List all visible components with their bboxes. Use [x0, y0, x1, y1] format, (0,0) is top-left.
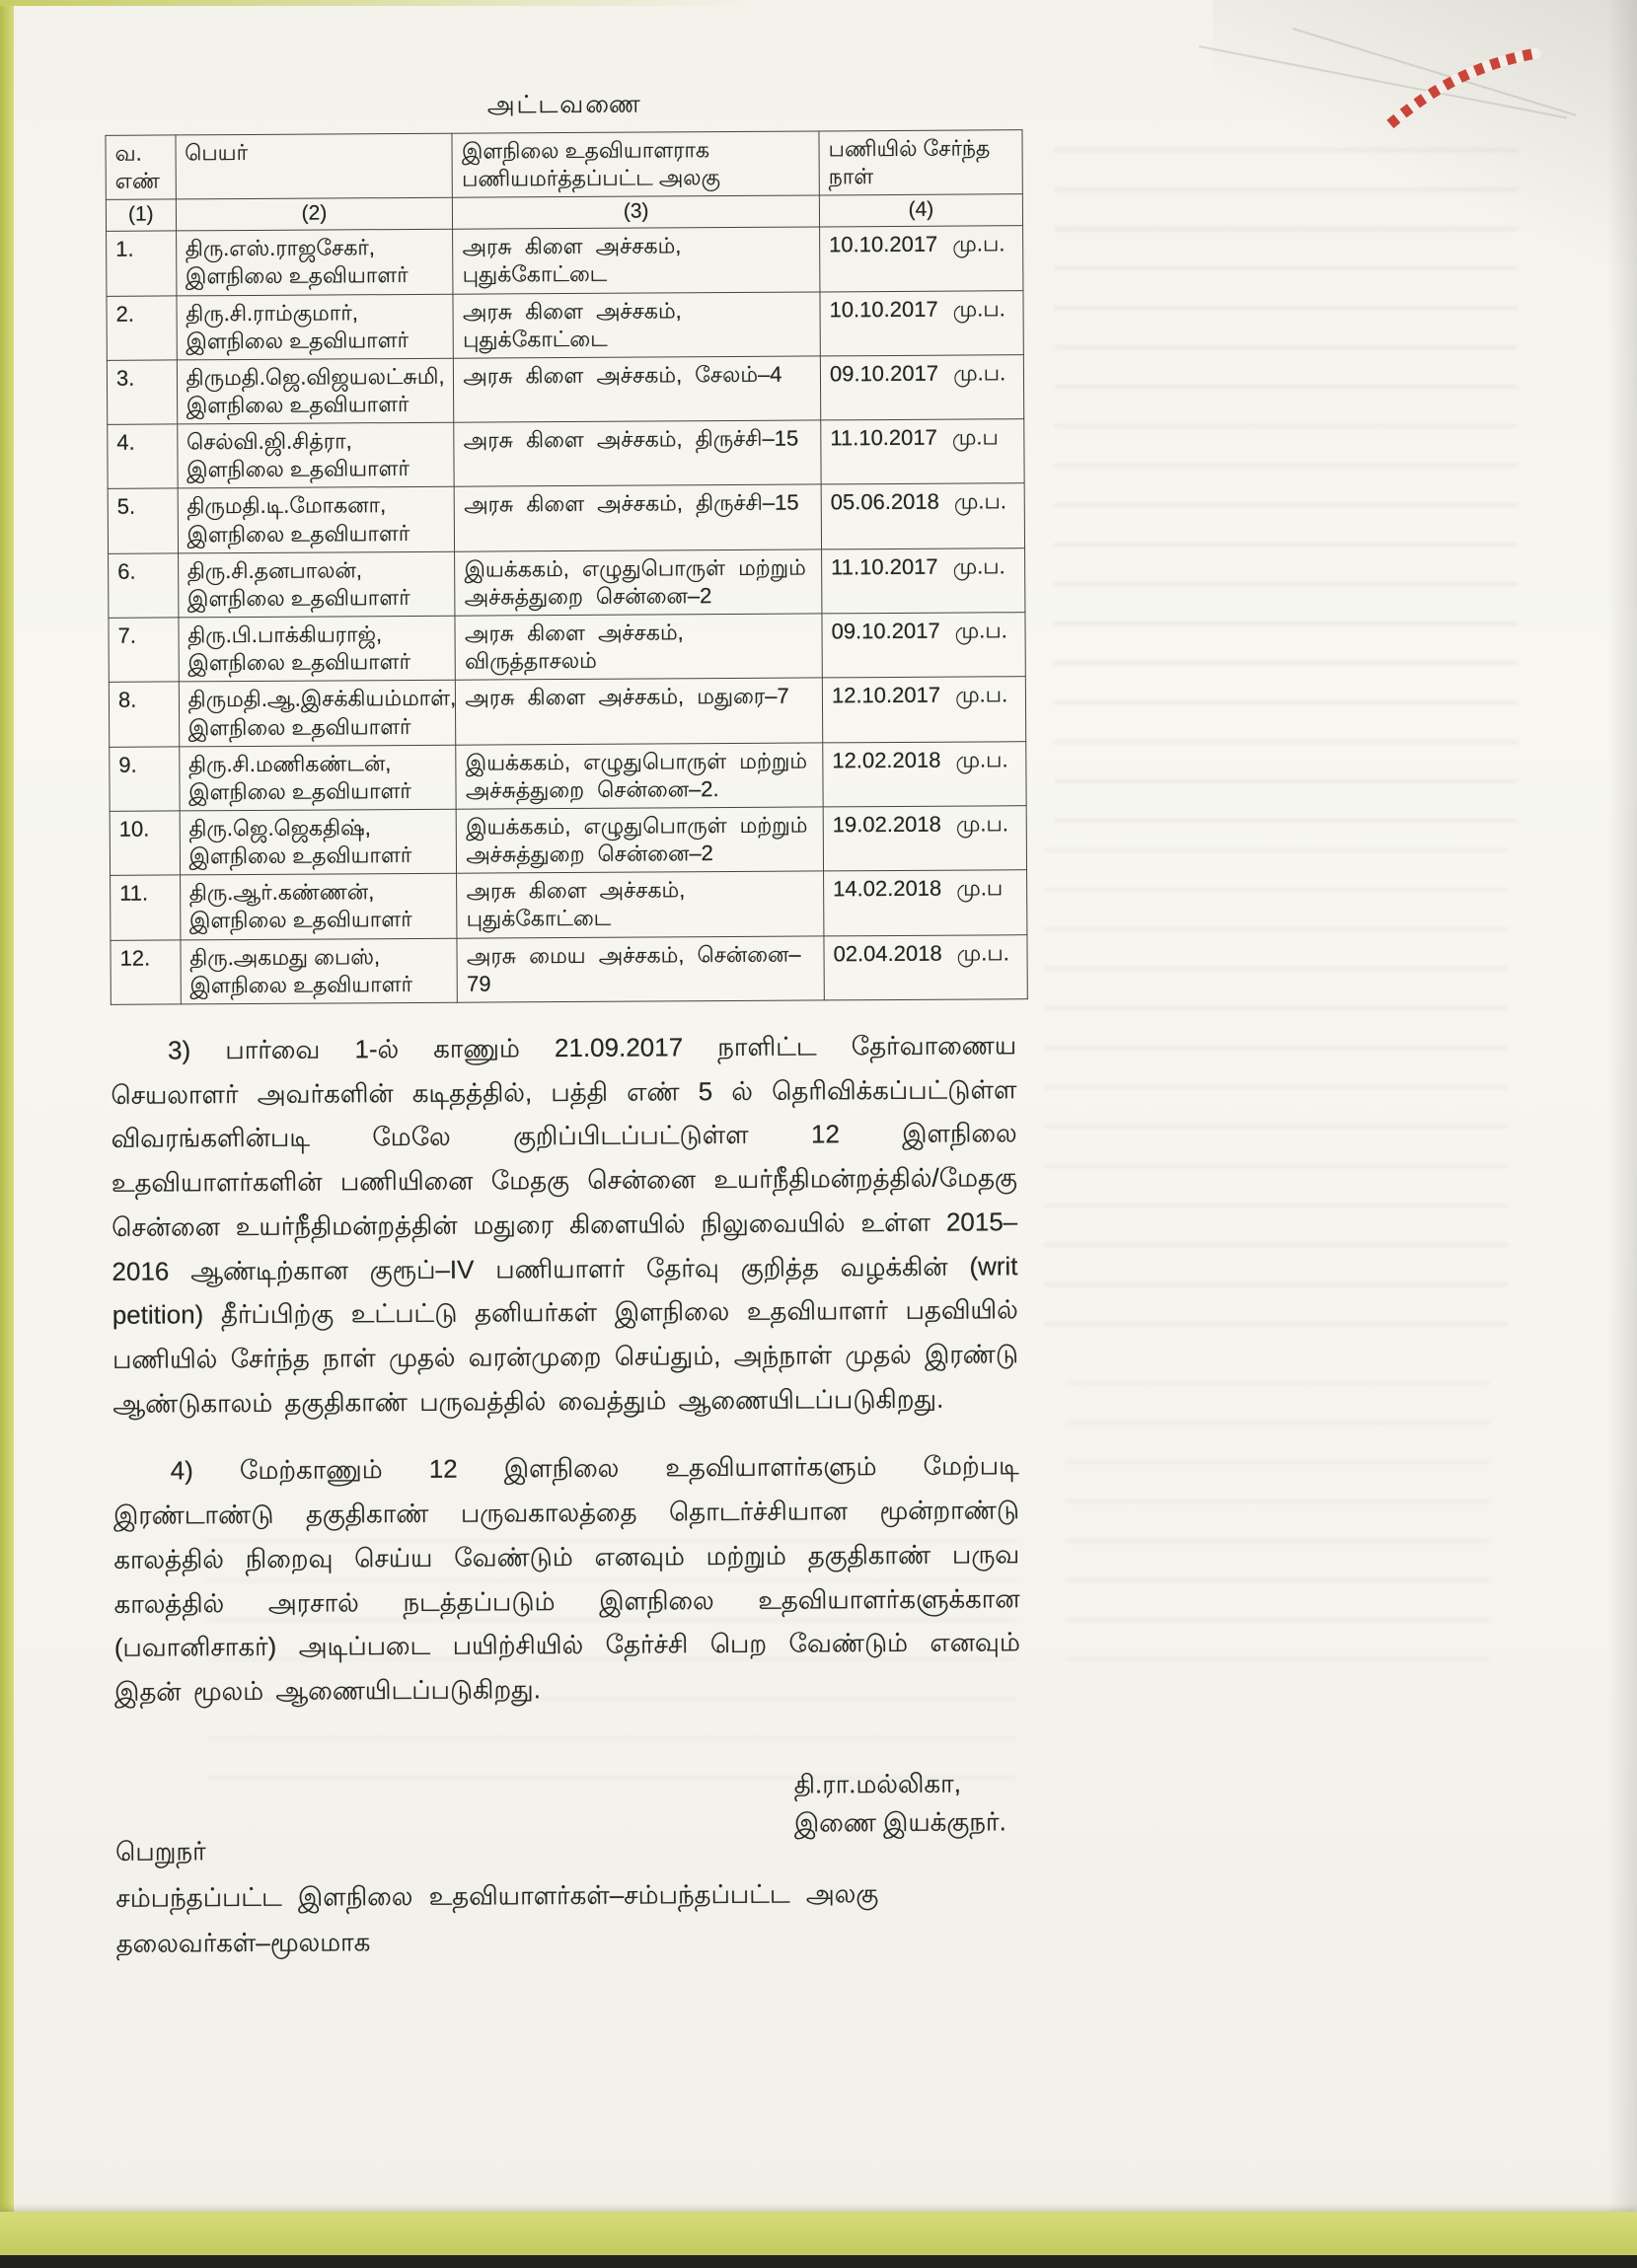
order-paragraph-4: 4) மேற்காணும் 12 இளநிலை உதவியாளர்களும் மேற்படி இரண்டாண்டு தகுதிகாண் பருவகாலத்தை தொடர்ச்சியான மூன்றாண்டு காலத்தில் நிறைவு செய்ய வேண்டும் எனவும் மற்றும் தகுதிகாண் பருவ காலத்தில் அரசால் நடத்தப்படும் இளநிலை உதவியாளர்களுக்கான (பவானிசாகர்) அடிப்படை பயிற்சியில் தேர்ச்சி பெற வேண்டும் எனவும் இதன் மூலம் ஆணையிடப்படுகிறது.	[112, 1450, 1020, 1707]
table-row	[107, 290, 1023, 360]
table-row	[110, 806, 1026, 876]
ink-bleedthrough	[1066, 1381, 1490, 1697]
row-date-cell: 19.02.2018 மு.ப.	[823, 806, 1026, 872]
person-designation: இளநிலை உதவியாளர்	[188, 907, 412, 933]
row-serial: 4.	[108, 424, 178, 489]
col-header-office: இளநிலை உதவியாளராக பணியமர்த்தப்பட்ட அலகு	[452, 131, 819, 198]
row-date-cell: 14.02.2018 மு.ப	[824, 870, 1027, 936]
file-thread-icon	[1376, 42, 1551, 143]
column-number: (3)	[453, 195, 820, 229]
table-row	[109, 613, 1025, 683]
col-header-name: பெயர்	[176, 133, 453, 199]
person-name: திரு.பி.பாக்கியராஜ்,	[187, 622, 383, 648]
row-serial: 5.	[108, 488, 178, 553]
person-name: திரு.சி.மணிகண்டன்,	[187, 750, 392, 777]
row-office-cell: இயக்ககம், எழுதுபொருள் மற்றும் அச்சுத்துறை சென்னை–2	[457, 807, 824, 874]
row-name-cell	[176, 229, 453, 295]
row-serial: 2.	[107, 295, 177, 360]
person-name: திருமதி.ஜெ.விஜயலட்சுமி,	[186, 363, 445, 391]
row-name-cell	[178, 551, 455, 618]
backing-sheet-left-edge	[0, 0, 14, 2268]
person-designation: இளநிலை உதவியாளர்	[189, 971, 413, 998]
column-number: (2)	[176, 198, 453, 232]
column-number: (4)	[819, 194, 1022, 227]
ink-bleedthrough	[1044, 848, 1508, 1342]
scan-shadow-right	[1607, 0, 1637, 2268]
row-office-cell: அரசு கிளை அச்சகம், புதுக்கோட்டை	[453, 227, 820, 294]
row-office-cell: அரசு கிளை அச்சகம், திருச்சி–15	[454, 420, 821, 487]
row-office-cell: அரசு மைய அச்சகம், சென்னை–79	[457, 936, 824, 1003]
person-designation: இளநிலை உதவியாளர்	[186, 456, 409, 482]
row-name-cell	[180, 874, 457, 940]
person-name: திரு.அகமது பைஸ்,	[189, 943, 381, 970]
row-name-cell	[179, 616, 456, 682]
signatory-title: இணை இயக்குநர்.	[793, 1806, 1006, 1838]
person-name: செல்வி.ஜி.சித்ரா,	[186, 428, 352, 455]
row-date-cell: 09.10.2017 மு.ப.	[820, 354, 1023, 420]
row-name-cell	[181, 938, 458, 1004]
row-date-cell: 11.10.2017 மு.ப	[821, 419, 1024, 485]
row-office-cell: அரசு கிளை அச்சகம், மதுரை–7	[456, 678, 823, 745]
person-designation: இளநிலை உதவியாளர்	[187, 649, 411, 676]
row-serial: 7.	[109, 618, 179, 683]
row-serial: 6.	[109, 553, 179, 619]
row-office-cell: அரசு கிளை அச்சகம், புதுக்கோட்டை	[453, 291, 820, 358]
person-designation: இளநிலை உதவியாளர்	[186, 584, 410, 612]
row-serial: 3.	[107, 360, 177, 425]
row-name-cell	[179, 745, 456, 811]
backing-sheet-bottom-edge	[0, 2212, 1637, 2255]
person-name: திரு.ஜெ.ஜெகதிஷ்,	[188, 815, 371, 841]
person-name: திருமதி.ஆ.இசக்கியம்மாள்,	[187, 686, 457, 712]
scanner-dark-edge	[0, 2255, 1637, 2268]
row-date-cell: 12.10.2017 மு.ப.	[822, 677, 1025, 743]
person-designation: இளநிலை உதவியாளர்	[188, 842, 412, 869]
table-row	[110, 741, 1026, 811]
person-name: திருமதி.டி.மோகனா,	[186, 492, 387, 519]
backing-sheet-top-edge	[0, 0, 750, 6]
person-designation: இளநிலை உதவியாளர்	[185, 262, 409, 289]
person-name: திரு.சி.ராம்குமார்,	[186, 299, 358, 326]
row-serial: 12.	[111, 940, 181, 1005]
table-row	[109, 548, 1025, 618]
row-serial: 11.	[111, 875, 181, 940]
row-office-cell: அரசு கிளை அச்சகம், திருச்சி–15	[455, 484, 822, 551]
row-serial: 10.	[110, 811, 180, 876]
row-date-cell: 02.04.2018 மு.ப.	[824, 934, 1027, 1000]
signatory-name: தி.ரா.மல்லிகா,	[793, 1768, 961, 1799]
row-serial: 1.	[107, 231, 177, 296]
person-name: திரு.சி.தனபாலன்,	[186, 557, 363, 584]
recipients-line: சம்பந்தப்பட்ட இளநிலை உதவியாளர்கள்–சம்பந்தப்பட்ட அலகு தலைவர்கள்–மூலமாக	[115, 1877, 879, 1959]
row-date-cell: 05.06.2018 மு.ப.	[821, 483, 1024, 549]
person-designation: இளநிலை உதவியாளர்	[188, 777, 411, 805]
row-office-cell: அரசு கிளை அச்சகம், புதுக்கோட்டை	[457, 871, 824, 938]
document-content	[105, 88, 1036, 1967]
person-designation: இளநிலை உதவியாளர்	[186, 391, 409, 418]
table-row	[108, 483, 1024, 553]
row-office-cell: இயக்ககம், எழுதுபொருள் மற்றும் அச்சுத்துறை சென்னை–2.	[456, 743, 823, 810]
table-row	[107, 354, 1023, 424]
row-date-cell: 11.10.2017 மு.ப.	[822, 548, 1025, 614]
person-designation: இளநிலை உதவியாளர்	[186, 327, 409, 354]
row-date-cell: 10.10.2017 மு.ப.	[820, 290, 1023, 356]
column-number: (1)	[106, 199, 176, 231]
row-serial: 9.	[110, 747, 180, 812]
person-designation: இளநிலை உதவியாளர்	[186, 520, 410, 547]
row-name-cell	[177, 422, 454, 488]
row-date-cell: 10.10.2017 மு.ப.	[820, 226, 1023, 292]
page-title: அட்டவணை	[486, 90, 642, 119]
row-date-cell: 12.02.2018 மு.ப.	[823, 741, 1026, 807]
row-office-cell: அரசு கிளை அச்சகம், விருத்தாசலம்	[455, 614, 822, 681]
table-header-row	[106, 130, 1022, 200]
row-name-cell	[177, 294, 454, 360]
row-name-cell	[177, 358, 454, 424]
signature-block	[794, 1764, 1035, 1842]
table-row	[111, 934, 1027, 1004]
row-serial: 8.	[109, 682, 179, 747]
table-row	[109, 677, 1025, 747]
row-office-cell: அரசு கிளை அச்சகம், சேலம்–4	[454, 356, 821, 423]
table-row	[107, 226, 1023, 296]
row-name-cell	[180, 809, 457, 875]
appointments-table	[105, 129, 1027, 1005]
col-header-date: பணியில் சேர்ந்த நாள்	[819, 130, 1022, 196]
person-name: திரு.எஸ்.ராஜசேகர்,	[185, 235, 376, 261]
row-name-cell	[178, 487, 455, 553]
order-paragraph-3: 3) பார்வை 1-ல் காணும் 21.09.2017 நாளிட்ட தேர்வாணைய செயலாளர் அவர்களின் கடிதத்தில், பத்தி எண் 5 ல் தெரிவிக்கப்பட்டுள்ள விவரங்களின்படி மேலே குறிப்பிடப்பட்டுள்ள 12 இளநிலை உதவியாளர்களின் பணியினை மேதகு சென்னை உயர்நீதிமன்றத்தில்/மேதகு சென்னை உயர்நீதிமன்றத்தின் மதுரை கிளையில் நிலுவையில் உள்ள 2015–2016 ஆண்டிற்கான குரூப்–IV பணியாளர் தேர்வு குறித்த வழக்கின் (writ petition) தீர்ப்பிற்கு உட்பட்டு தனியர்கள் இளநிலை உதவியாளர் பதவியில் பணியில் சேர்ந்த நாள் முதல் வரன்முறை செய்தும், அந்நாள் முதல் இரண்டு ஆண்டுகாலம் தகுதிகாண் பருவத்தில் வைத்தும் ஆணையிடப்படுகிறது.	[111, 1030, 1019, 1419]
row-office-cell: இயக்ககம், எழுதுபொருள் மற்றும் அச்சுத்துறை சென்னை–2	[455, 549, 822, 617]
person-name: திரு.ஆர்.கண்ணன்,	[188, 879, 375, 906]
row-name-cell	[179, 681, 456, 747]
table-row	[111, 870, 1027, 940]
recipients-label: பெறுநர்	[115, 1835, 206, 1866]
row-date-cell: 09.10.2017 மு.ப.	[822, 613, 1025, 679]
person-designation: இளநிலை உதவியாளர்	[187, 713, 411, 740]
table-row	[108, 419, 1024, 489]
recipients-block	[115, 1823, 1036, 1967]
col-header-serial: வ. எண்	[106, 135, 176, 200]
